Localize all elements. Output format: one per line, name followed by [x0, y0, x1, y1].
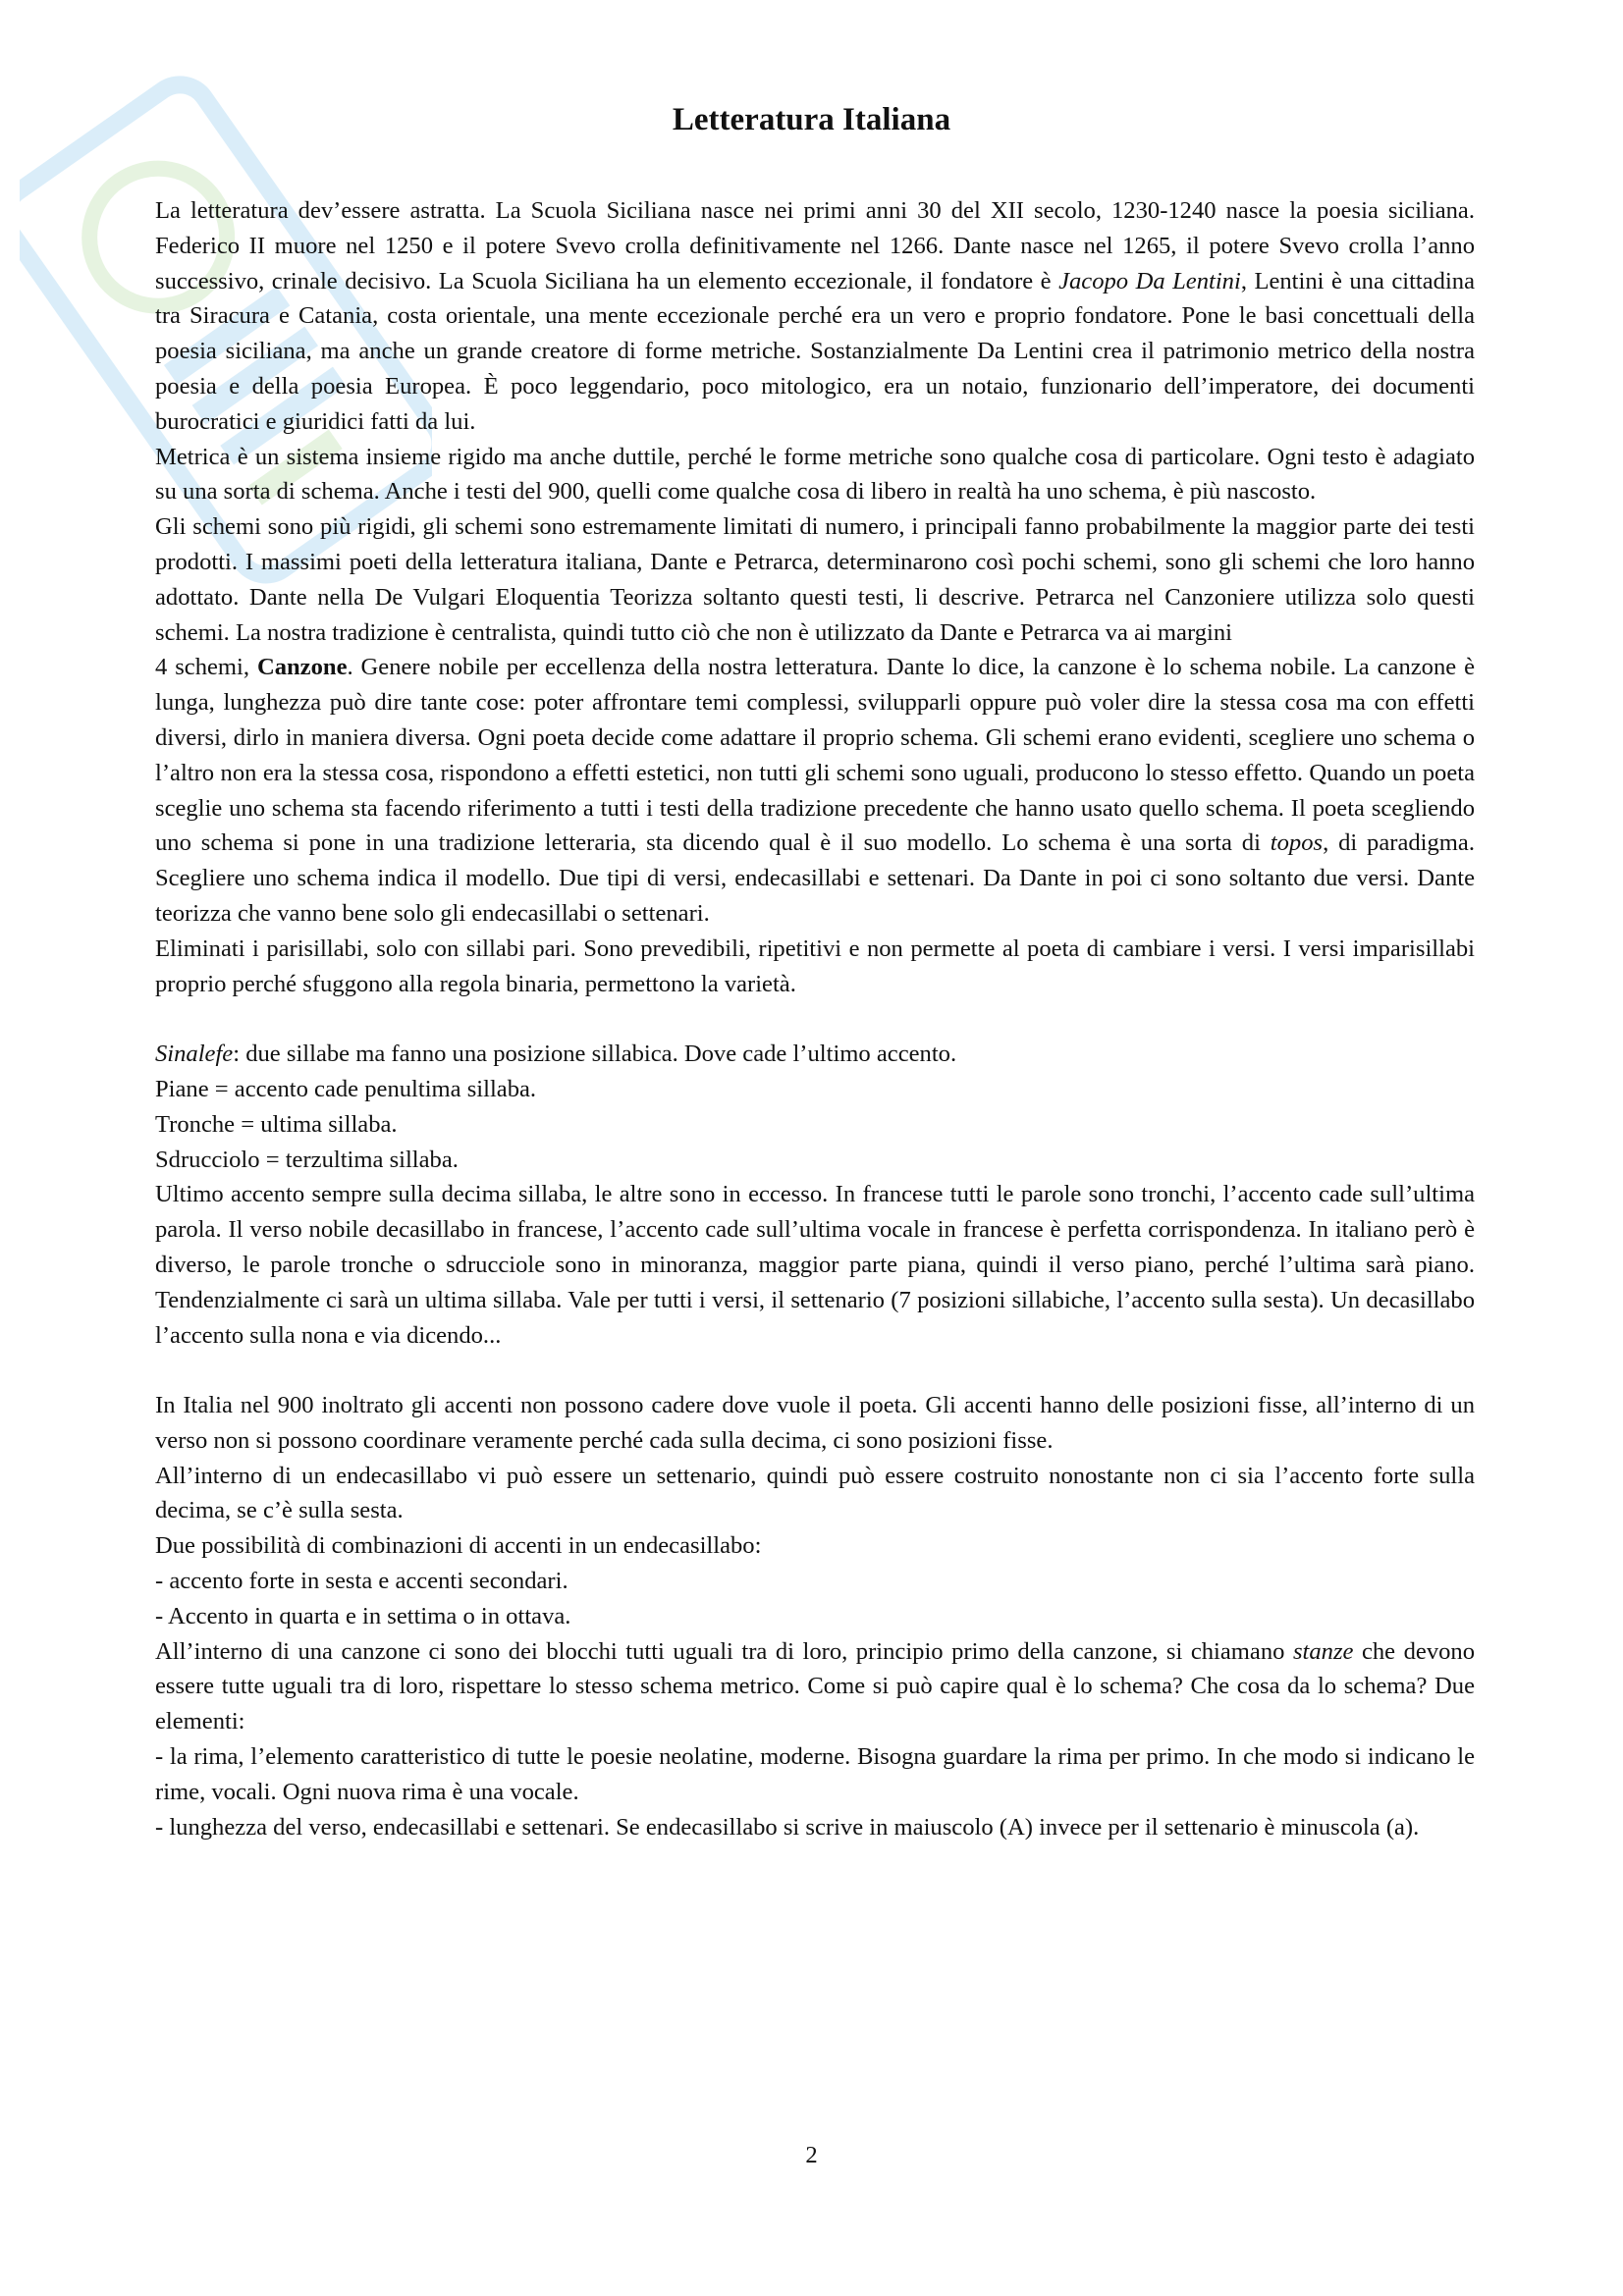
text-run: : due sillabe ma fanno una posizione sillabica. Dove cade l’ultimo accento.: [233, 1041, 957, 1068]
paragraph: Due possibilità di combinazioni di accenti in un endecasillabo:: [155, 1532, 762, 1560]
text-run: All’interno di una canzone ci sono dei blocchi tutti uguali tra di loro, principio primo della canzone, si chiamano: [155, 1637, 1293, 1665]
blank-line: [155, 1353, 1475, 1388]
text-run: che devono essere tutte uguali tra di loro, rispettare lo stesso schema metrico. Come si può capire qual è lo schema? Che cosa da lo schema? Due elementi:: [155, 1637, 1476, 1735]
paragraph: [155, 193, 1475, 440]
text-run: 4 schemi,: [155, 654, 257, 681]
paragraph: [155, 1037, 1475, 1072]
paragraph: Ultimo accento sempre sulla decima sillaba, le altre sono in eccesso. In francese tutti le parole sono tronchi, l’accento cade sull’ultima parola. Il verso nobile decasillabo in francese, l’accento cade sull’ultima vocale in francese è perfetta corrispondenza. In italiano però è diverso, le parole tronche o sdrucciole sono in minoranza, maggior parte piana, quindi il verso piano, perché l’ultima sarà piano. Tendenzialmente ci sarà un ultima sillaba. Vale per tutti i versi, il settenario (7 posizioni sillabiche, l’accento sulla sesta). Un decasillabo l’accento sulla nona e via dicendo...: [155, 1181, 1475, 1349]
document-body: [155, 193, 1475, 1844]
text-run: . Genere nobile per eccellenza della nostra letteratura. Dante lo dice, la canzone è lo schema nobile. La canzone è lunga, lunghezza può dire tante cose: poter affrontare temi complessi, svilupparli oppure può voler dire la stessa cosa ma con effetti diversi, dirlo in maniera diversa. Ogni poeta decide come adattare il proprio schema. Gli schemi erano evidenti, scegliere uno schema o l’altro non era la stessa cosa, rispondono a effetti estetici, non tutti gli schemi sono uguali, producono lo stesso effetto. Quando un poeta sceglie uno schema sta facendo riferimento a tutti i testi della tradizione precedente che hanno usato quello schema. Il poeta scegliendo uno schema si pone in una tradizione letteraria, sta dicendo qual è il suo modello. Lo schema è una sorta di: [155, 654, 1475, 857]
paragraph: Eliminati i parisillabi, solo con sillabi pari. Sono prevedibili, ripetitivi e non permette al poeta di cambiare i versi. I versi imparisillabi proprio perché sfuggono alla regola binaria, permettono la varietà.: [155, 934, 1475, 997]
text-run: , Lentini è una cittadina tra Siracura e Catania, costa orientale, una mente eccezionale perché era un vero e proprio fondatore. Pone le basi concettuali della poesia siciliana, ma anche un grande creatore di forme metriche. Sostanzialmente Da Lentini crea il patrimonio metrico della nostra poesia e della poesia Europea. È poco leggendario, poco mitologico, era un notaio, funzionario dell’imperatore, dei documenti burocratici e giuridici fatti da lui.: [155, 267, 1476, 435]
page-title: Letteratura Italiana: [672, 102, 951, 137]
text-run: La letteratura dev’essere astratta. La Scuola Siciliana nasce nei primi anni 30 del XII secolo, 1230-1240 nasce la poesia siciliana. Federico II muore nel 1250 e il potere Svevo crolla definitivamente nel 1266. Dante nasce nel 1265, il potere Svevo crolla l’anno successivo, crinale decisivo. La Scuola Siciliana ha un elemento eccezionale, il fondatore è: [155, 197, 1475, 294]
text-run: , di paradigma. Scegliere uno schema indica il modello. Due tipi di versi, endecasillabi e settenari. Da Dante in poi ci sono soltanto due versi. Dante teorizza che vanno bene solo gli endecasillabi o settenari.: [155, 829, 1475, 927]
term-topos-italic: topos: [1270, 829, 1324, 857]
paragraph: [155, 650, 1475, 931]
list-item: - la rima, l’elemento caratteristico di tutte le poesie neolatine, moderne. Bisogna guardare la rima per primo. In che modo si indicano le rime, vocali. Ogni nuova rima è una vocale.: [155, 1743, 1475, 1805]
list-item: - Accento in quarta e in settima o in ottava.: [155, 1602, 571, 1629]
paragraph: Tronche = ultima sillaba.: [155, 1110, 398, 1138]
page-number: 2: [805, 2142, 818, 2168]
term-stanze-italic: stanze: [1292, 1637, 1354, 1665]
paragraph: Sdrucciolo = terzultima sillaba.: [155, 1146, 459, 1173]
list-item: - accento forte in sesta e accenti secondari.: [155, 1568, 568, 1595]
paragraph: Metrica è un sistema insieme rigido ma anche duttile, perché le forme metriche sono qualche cosa di particolare. Ogni testo è adagiato su una sorta di schema. Anche i testi del 900, quelli come qualche cosa di libero in realtà ha uno schema, è più nascosto.: [155, 443, 1475, 506]
term-sinalefe-italic: Sinalefe: [155, 1041, 234, 1068]
paragraph: Gli schemi sono più rigidi, gli schemi sono estremamente limitati di numero, i principali fanno probabilmente la maggior parte dei testi prodotti. I massimi poeti della letteratura italiana, Dante e Petrarca, determinarono così pochi schemi, sono gli schemi che loro hanno adottato. Dante nella De Vulgari Eloquentia Teorizza soltanto questi testi, li descrive. Petrarca nel Canzoniere utilizza solo questi schemi. La nostra tradizione è centralista, quindi tutto ciò che non è utilizzato da Dante e Petrarca va ai margini: [155, 513, 1475, 646]
paragraph: All’interno di un endecasillabo vi può essere un settenario, quindi può essere costruito nonostante non ci sia l’accento forte sulla decima, se c’è sulla sesta.: [155, 1462, 1475, 1524]
paragraph: [155, 1634, 1475, 1739]
blank-line: [155, 1001, 1475, 1037]
paragraph: Piane = accento cade penultima sillaba.: [155, 1075, 537, 1102]
list-item: - lunghezza del verso, endecasillabi e settenari. Se endecasillabo si scrive in maiuscolo (A) invece per il settenario è minuscola (a).: [155, 1813, 1420, 1841]
author-name-italic: Jacopo Da Lentini: [1058, 267, 1241, 294]
term-canzone-bold: Canzone: [256, 654, 348, 681]
paragraph: In Italia nel 900 inoltrato gli accenti non possono cadere dove vuole il poeta. Gli accenti hanno delle posizioni fisse, all’interno di un verso non si possono coordinare veramente perché cada sulla decima, ci sono posizioni fisse.: [155, 1392, 1475, 1454]
